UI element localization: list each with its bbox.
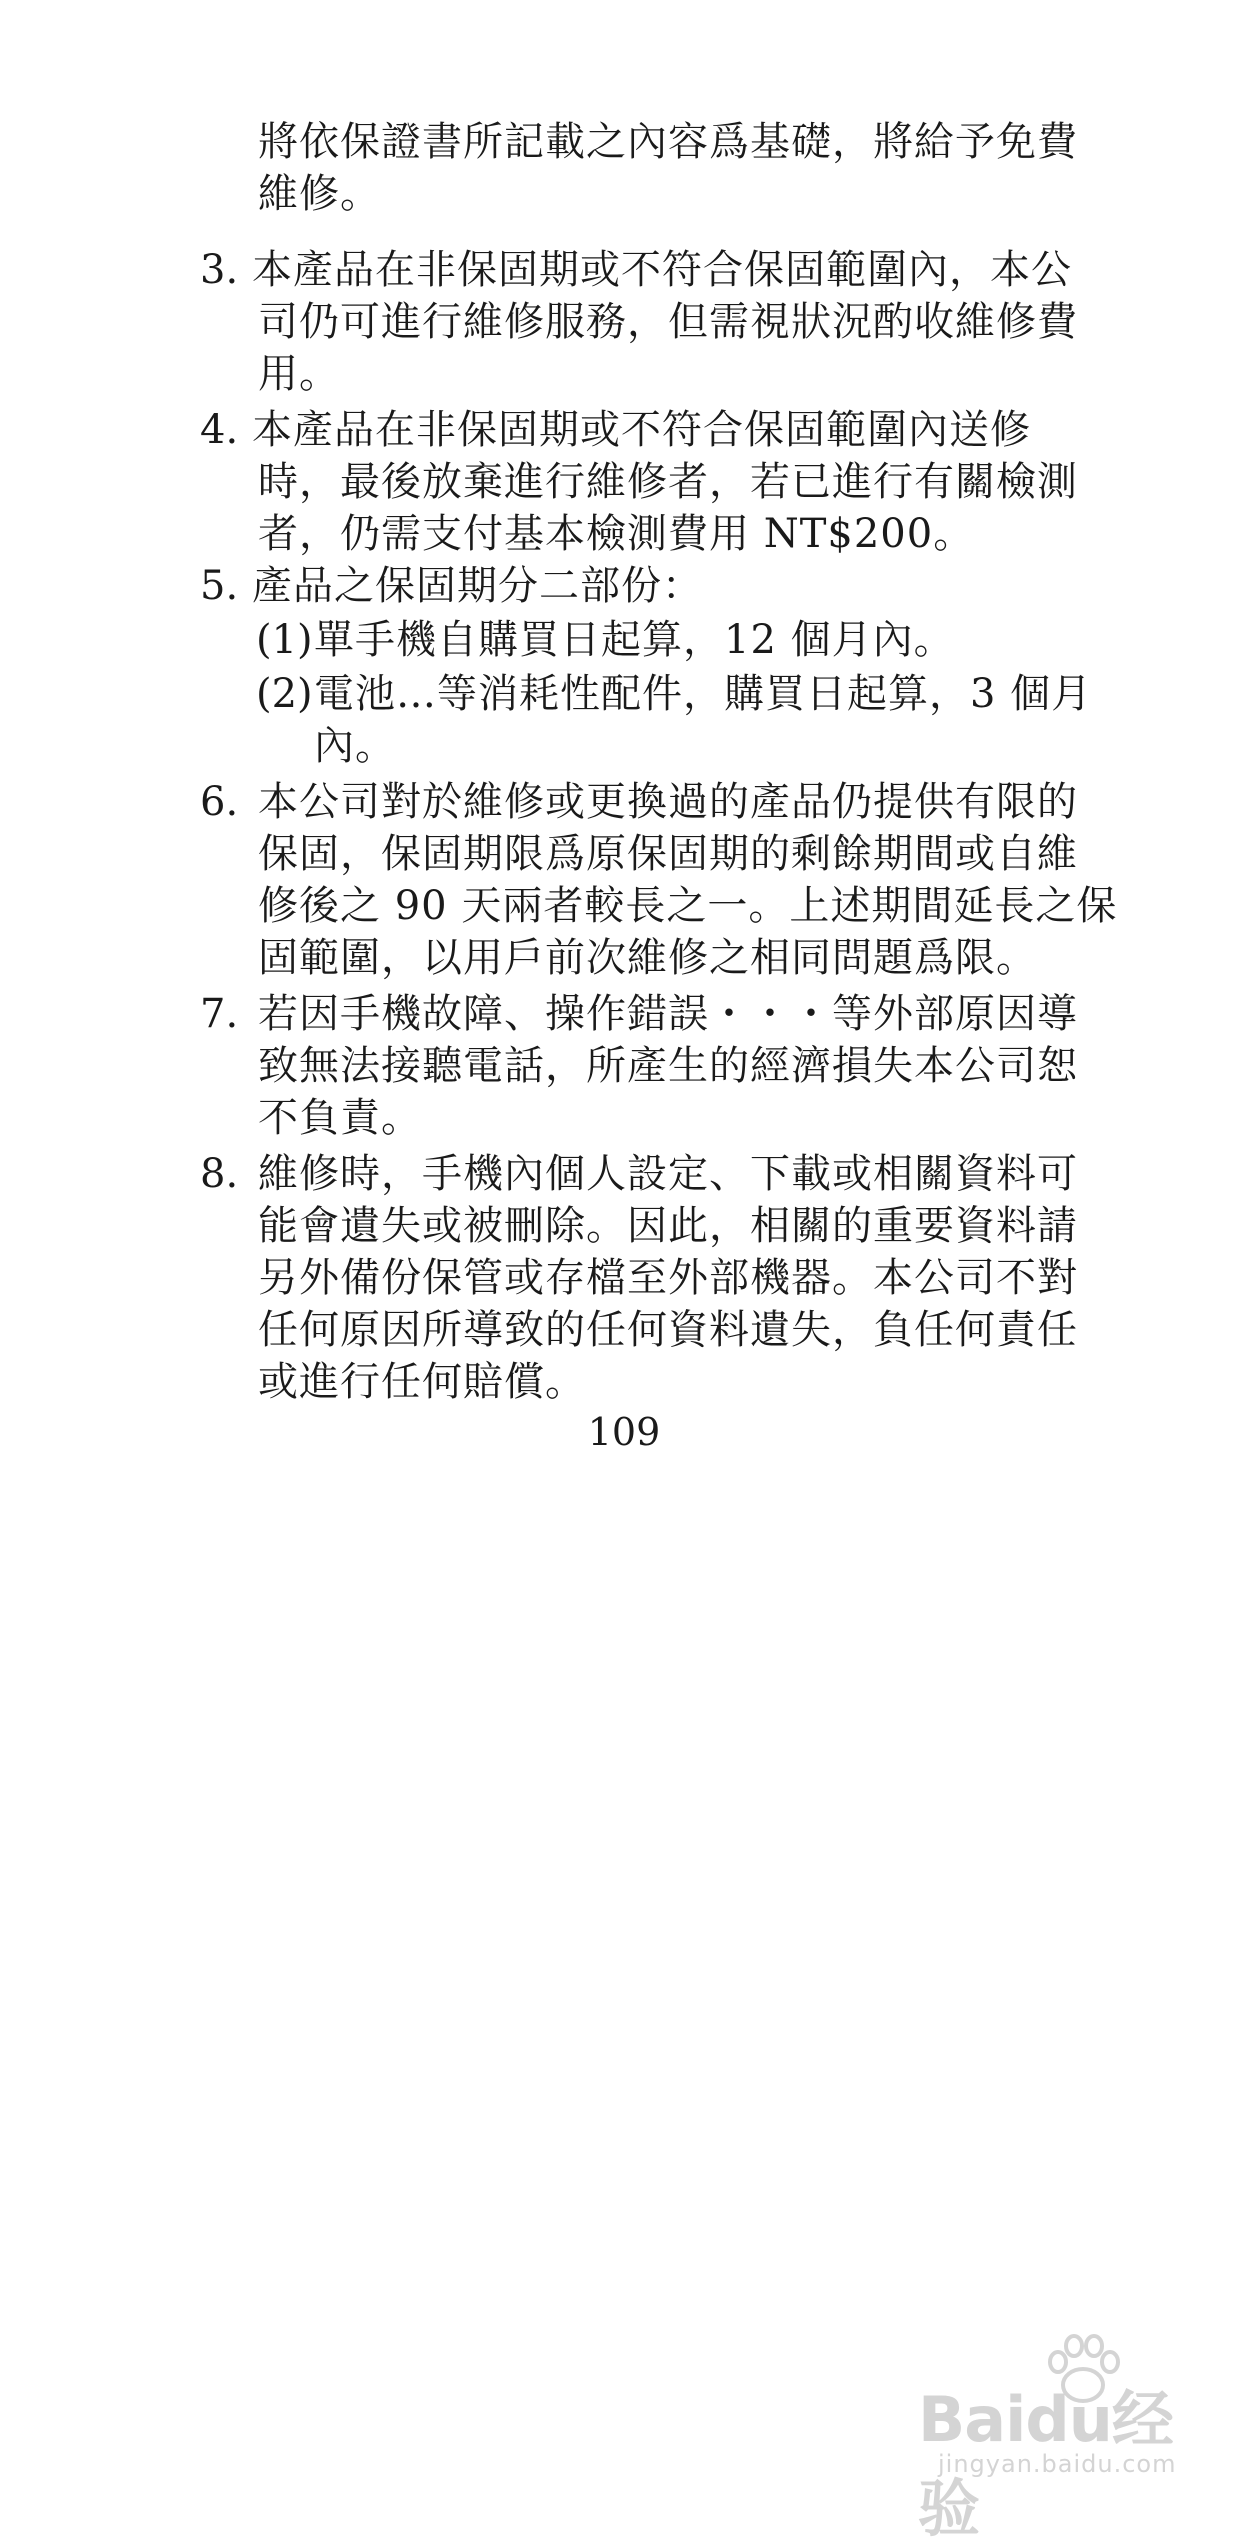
sub-item-line: 電池…等消耗性配件，購買日起算，3 個月 — [314, 671, 1093, 717]
list-item-line: 者，仍需支付基本檢測費用 NT$200。 — [258, 511, 975, 557]
baidu-jingyan-watermark — [918, 2330, 1218, 2545]
list-item-line: 本產品在非保固期或不符合保固範圍內送修 — [252, 407, 1031, 453]
list-item-line: 用。 — [258, 351, 340, 397]
list-item-line: 本產品在非保固期或不符合保固範圍內，本公 — [252, 247, 1072, 293]
list-item-line: 不負責。 — [258, 1095, 422, 1141]
list-item-line: 另外備份保管或存檔至外部機器。本公司不對 — [258, 1255, 1078, 1301]
watermark-logo-text: Baidu经验 — [918, 2383, 1173, 2545]
list-item-line: 致無法接聽電話，所產生的經濟損失本公司恕 — [258, 1043, 1078, 1089]
list-item-number: 6. — [200, 779, 239, 825]
list-item-line: 司仍可進行維修服務，但需視狀況酌收維修費 — [258, 299, 1078, 345]
list-item-line: 保固，保固期限爲原保固期的剩餘期間或自維 — [258, 831, 1078, 877]
list-item-line: 產品之保固期分二部份： — [252, 563, 703, 609]
list-item-number: 7. — [200, 991, 239, 1037]
list-item-line: 能會遺失或被刪除。因此，相關的重要資料請 — [258, 1203, 1078, 1249]
list-item-line: 固範圍，以用戶前次維修之相同問題爲限。 — [258, 935, 1037, 981]
list-item-line: 或進行任何賠償。 — [258, 1359, 586, 1405]
list-item-line: 維修時，手機內個人設定、下載或相關資料可 — [258, 1151, 1078, 1197]
sub-item-line: 內。 — [314, 723, 396, 769]
intro-line: 將依保證書所記載之內容爲基礎，將給予免費 — [258, 119, 1078, 165]
list-item-line: 修後之 90 天兩者較長之一。上述期間延長之保 — [258, 883, 1118, 929]
sub-item-number: (2) — [256, 671, 313, 717]
list-item-number: 3. — [200, 247, 239, 293]
list-item-number: 4. — [200, 407, 239, 453]
page-number: 109 — [587, 1410, 661, 1454]
list-item-line: 任何原因所導致的任何資料遺失，負任何責任 — [258, 1307, 1078, 1353]
watermark-url: jingyan.baidu.com — [938, 2450, 1177, 2478]
list-item-line: 時，最後放棄進行維修者，若已進行有關檢測 — [258, 459, 1078, 505]
list-item-line: 若因手機故障、操作錯誤・・・等外部原因導 — [258, 991, 1078, 1037]
list-item-number: 5. — [200, 563, 239, 609]
intro-line: 維修。 — [258, 171, 381, 217]
list-item-number: 8. — [200, 1151, 239, 1197]
list-item-line: 本公司對於維修或更換過的產品仍提供有限的 — [258, 779, 1078, 825]
sub-item-number: (1) — [256, 617, 313, 663]
sub-item-line: 單手機自購買日起算，12 個月內。 — [314, 617, 955, 663]
